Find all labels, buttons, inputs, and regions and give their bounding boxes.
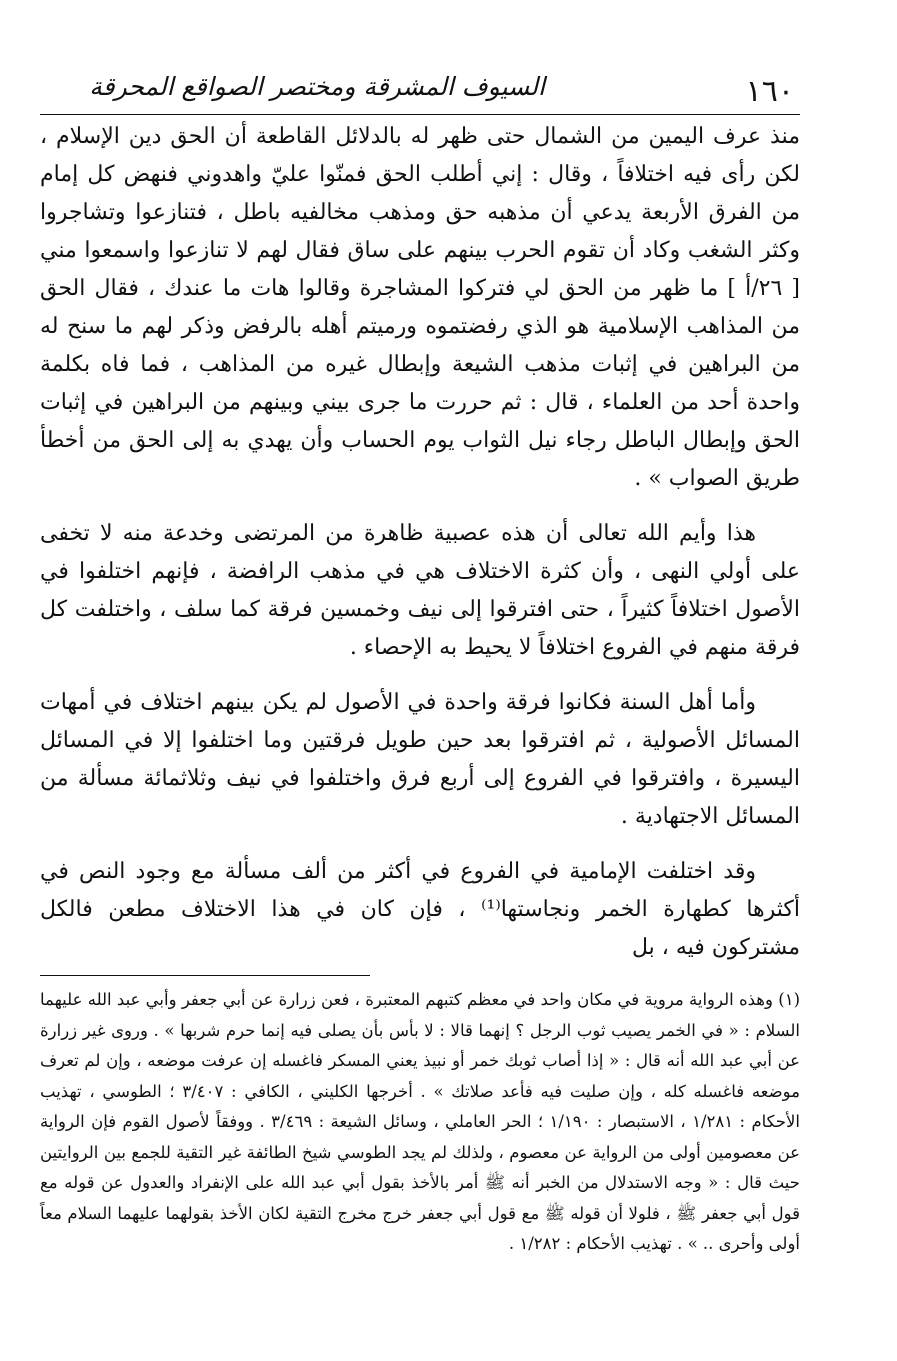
paragraph: وأما أهل السنة فكانوا فرقة واحدة في الأصول لم يكن بينهم اختلاف في أمهات المسائل الأصولية ، ثم افترقوا بعد حين طويل فرقتين وما اختلفوا إلا في المسائل اليسيرة ، وافترقوا في الفروع إلى أربع فرق واختلفوا في نيف وثلاثمائة مسألة من المسائل الاجتهادية . [40, 690, 800, 829]
header-rule [40, 114, 800, 115]
running-title: السيوف المشرقة ومختصر الصواقع المحرقة [89, 72, 545, 101]
page-number: ١٦٠ [745, 74, 794, 109]
paragraph: هذا وأيم الله تعالى أن هذه عصبية ظاهرة من المرتضى وخدعة منه لا تخفى على أولي النهى ، وأن كثرة الاختلاف هي في مذهب الرافضة ، فإنهم اختلفوا في الأصول اختلافاً كثيراً ، حتى افترقوا إلى نيف وخمسين فرقة كما سلف ، واختلفت كل فرقة منهم في الفروع اختلافاً لا يحيط به الإحصاء . [40, 521, 800, 660]
page-header [40, 70, 800, 114]
footnote-rule [40, 975, 370, 976]
paragraph: وقد اختلفت الإمامية في الفروع في أكثر من ألف مسألة مع وجود النص في أكثرها كطهارة الخمر ونجاستها⁽¹⁾ ، فإن كان في هذا الاختلاف مطعن فالكل مشتركون فيه ، بل [40, 859, 800, 960]
main-text [40, 118, 800, 984]
footnotes [40, 985, 800, 1260]
book-page [40, 0, 800, 1361]
footnote: (١) وهذه الرواية مروية في مكان واحد في معظم كتبهم المعتبرة ، فعن زرارة عن أبي جعفر وأبي عبد الله عليهما السلام : « في الخمر يصيب ثوب الرجل ؟ إنهما قالا : لا بأس بأن يصلى فيه إنما حرم شربها » . وروى غير زرارة عن أبي عبد الله أنه قال : « إذا أصاب ثوبك خمر أو نبيذ يعني المسكر فاغسله إن عرفت موضعه ، وإن لم تعرف موضعه فاغسله كله ، وإن صليت فيه فأعد صلاتك » . أخرجها الكليني ، الكافي : ٣/٤٠٧ ؛ الطوسي ، تهذيب الأحكام : ١/٢٨١ ، الاستبصار : ١/١٩٠ ؛ الحر العاملي ، وسائل الشيعة : ٣/٤٦٩ . ووفقاً لأصول القوم فإن الرواية عن معصومين أولى من الرواية عن معصوم ، ولذلك لم يجد الطوسي شيخ الطائفة غير التقية للجمع بين الروايتين حيث قال : « وجه الاستدلال من الخبر أنه ﷺ أمر بالأخذ بقول أبي عبد الله على الإنفراد والعدول عن قوله مع قول أبي جعفر ﷺ ، فلولا أن قوله ﷺ مع قول أبي جعفر خرج مخرج التقية لكان الأخذ بقولهما عليهما السلام معاً أولى وأحرى .. » . تهذيب الأحكام : ١/٢٨٢ . [40, 990, 801, 1253]
paragraph: منذ عرف اليمين من الشمال حتى ظهر له بالدلائل القاطعة أن الحق دين الإسلام ، لكن رأى فيه اختلافاً ، وقال : إني أطلب الحق فمنّوا عليّ واهدوني فنهض كل إمام من الفرق الأربعة يدعي أن مذهبه حق ومذهب مخالفيه باطل ، فتنازعوا وتشاجروا وكثر الشغب وكاد أن تقوم الحرب بينهم على ساق فقال لهم لا تنازعوا واسمعوا مني [ ٢٦/أ ] ما ظهر من الحق لي فتركوا المشاجرة وقالوا هات ما عندك ، فقال الحق من المذاهب الإسلامية هو الذي رفضتموه ورميتم أهله بالرفض وذكر لهم ما سنح له من البراهين في إثبات مذهب الشيعة وإبطال غيره من المذاهب ، فما فاه بكلمة واحدة أحد من العلماء ، قال : ثم حررت ما جرى بيني وبينهم من البراهين في إثبات الحق وإبطال الباطل رجاء نيل الثواب يوم الحساب وأن يهدي به إلى الحق من أخطأ طريق الصواب » . [40, 124, 801, 491]
